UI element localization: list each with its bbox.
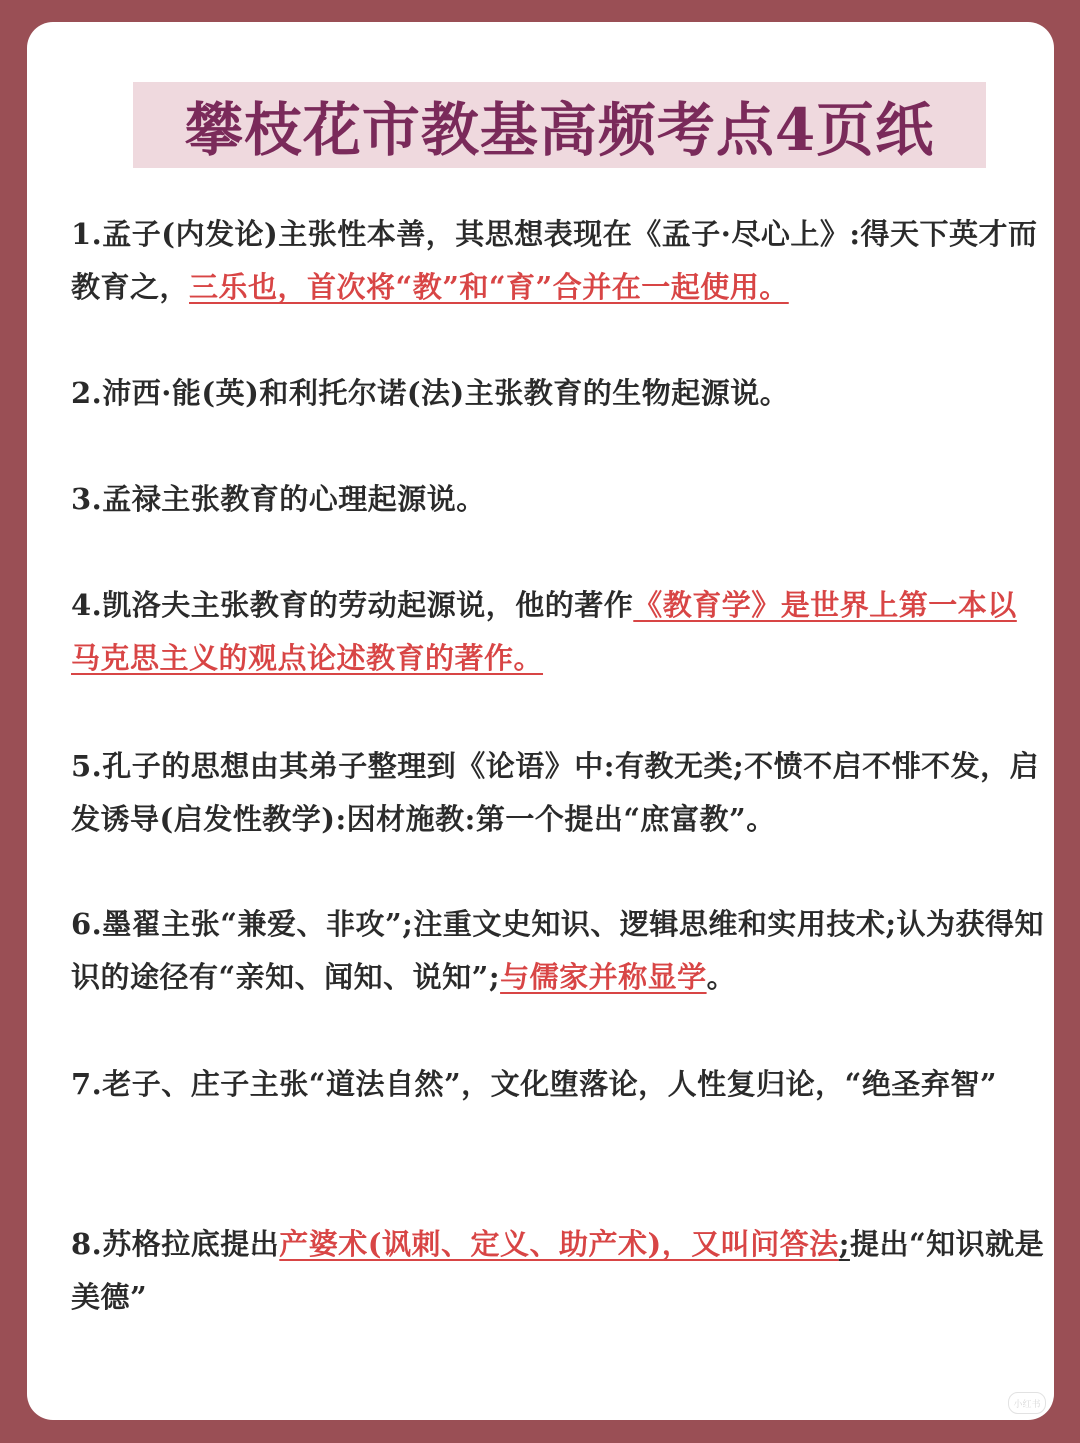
point-8-text: 8.苏格拉底提出 — [71, 1227, 280, 1261]
point-8-separator: ; — [838, 1227, 850, 1261]
page-title: 攀枝花市教基高频考点4页纸 — [184, 96, 935, 164]
point-1-highlight: 三乐也，首次将“教”和“育”合并在一起使用。 — [189, 270, 789, 304]
point-6 — [71, 898, 1046, 1004]
point-4 — [71, 579, 1046, 685]
point-5-text: 5.孔子的思想由其弟子整理到《论语》中:有教无类;不愤不启不悱不发，启发诱导(启发性教学):因材施教:第一个提出“庶富教”。 — [71, 749, 1040, 836]
point-6-text: 6.墨翟主张“兼爱、非攻”;注重文史知识、逻辑思维和实用技术;认为获得知识的途径有“亲知、闻知、说知”; — [71, 907, 1045, 994]
point-8-highlight: 产婆术(讽刺、定义、助产术)，又叫问答法 — [279, 1227, 839, 1261]
point-7-text: 7.老子、庄子主张“道法自然”，文化堕落论，人性复归论，“绝圣弃智” — [71, 1067, 997, 1101]
point-6-end: 。 — [706, 960, 737, 994]
point-2 — [71, 367, 1046, 420]
point-4-text: 4.凯洛夫主张教育的劳动起源说，他的著作 — [71, 588, 634, 622]
title-banner — [133, 82, 986, 168]
point-8 — [71, 1218, 1046, 1324]
point-4-highlight: 《教育学》是世界上第一本以马克思主义的观点论述教育的著作。 — [71, 588, 1017, 675]
point-2-text: 2.沛西·能(英)和利托尔诺(法)主张教育的生物起源说。 — [71, 376, 790, 410]
point-5 — [71, 740, 1046, 846]
point-6-highlight: 与儒家并称显学 — [500, 960, 707, 994]
point-1-text: 1.孟子(内发论)主张性本善，其思想表现在《孟子·尽心上》:得天下英才而教育之， — [71, 217, 1038, 304]
content-card — [27, 22, 1054, 1420]
point-3-text: 3.孟禄主张教育的心理起源说。 — [71, 482, 486, 516]
point-1 — [71, 208, 1046, 314]
point-8-end: 提出“知识就是美德” — [71, 1227, 1045, 1314]
point-7 — [71, 1058, 1046, 1111]
point-3 — [71, 473, 1046, 526]
watermark-logo: 小红书 — [1008, 1392, 1046, 1414]
